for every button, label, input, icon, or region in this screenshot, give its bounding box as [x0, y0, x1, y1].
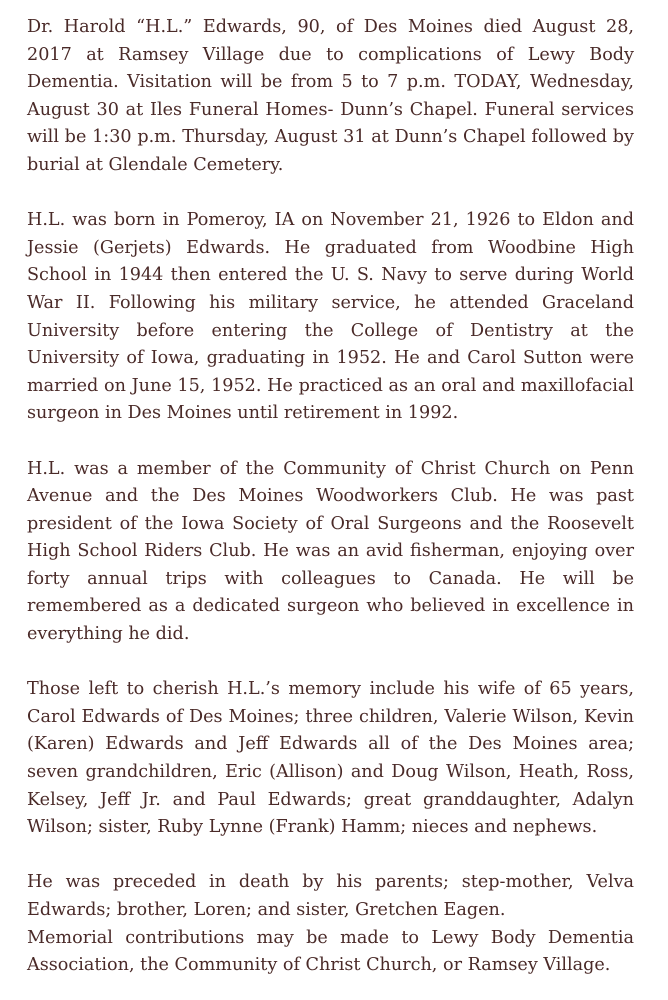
- obituary-paragraph-early-life: H.L. was born in Pomeroy, IA on November 21, 1926 to Eldon and Jessie (Gerjets) Edwards. He graduated from Woodbine High School in 1944 then entered the U. S. Navy to serve during World War II. Following his military service, he attended Graceland University before entering the College of Dentistry at the University of Iowa, graduating in 1952. He and Carol Sutton were married on June 15, 1952. He practiced as an oral and maxillofacial surgeon in Des Moines until retirement in 1992.: [27, 210, 634, 424]
- obituary-paragraph-survivors: Those left to cherish H.L.’s memory include his wife of 65 years, Carol Edwards of Des Moines; three children, Valerie Wilson, Kevin (Karen) Edwards and Jeff Edwards all of the Des Moines area; seven grandchildren, Eric (Allison) and Doug Wilson, Heath, Ross, Kelsey, Jeff Jr. and Paul Edwards; great granddaughter, Adalyn Wilson; sister, Ruby Lynne (Frank) Hamm; nieces and nephews.: [27, 679, 634, 838]
- obituary-paragraph-death-and-services: Dr. Harold “H.L.” Edwards, 90, of Des Moines died August 28, 2017 at Ramsey Village due to complications of Lewy Body Dementia. Visitation will be from 5 to 7 p.m. TODAY, Wednesday, August 30 at Iles Funeral Homes- Dunn’s Chapel. Funeral services will be 1:30 p.m. Thursday, August 31 at Dunn’s Chapel followed by burial at Glendale Cemetery.: [27, 17, 634, 175]
- obituary-paragraph-memberships: H.L. was a member of the Community of Christ Church on Penn Avenue and the Des Moines Woodworkers Club. He was past president of the Iowa Society of Oral Surgeons and the Roosevelt High School Riders Club. He was an avid fisherman, enjoying over forty annual trips with colleagues to Canada. He will be remembered as a dedicated surgeon who believed in excellence in everything he did.: [27, 458, 634, 645]
- obituary-paragraph-memorials: Memorial contributions may be made to Lewy Body Dementia Association, the Community of Christ Church, or Ramsey Village.: [27, 927, 634, 976]
- obituary-paragraph-preceded-in-death: He was preceded in death by his parents; step-mother, Velva Edwards; brother, Loren; and sister, Gretchen Eagen.: [27, 872, 634, 920]
